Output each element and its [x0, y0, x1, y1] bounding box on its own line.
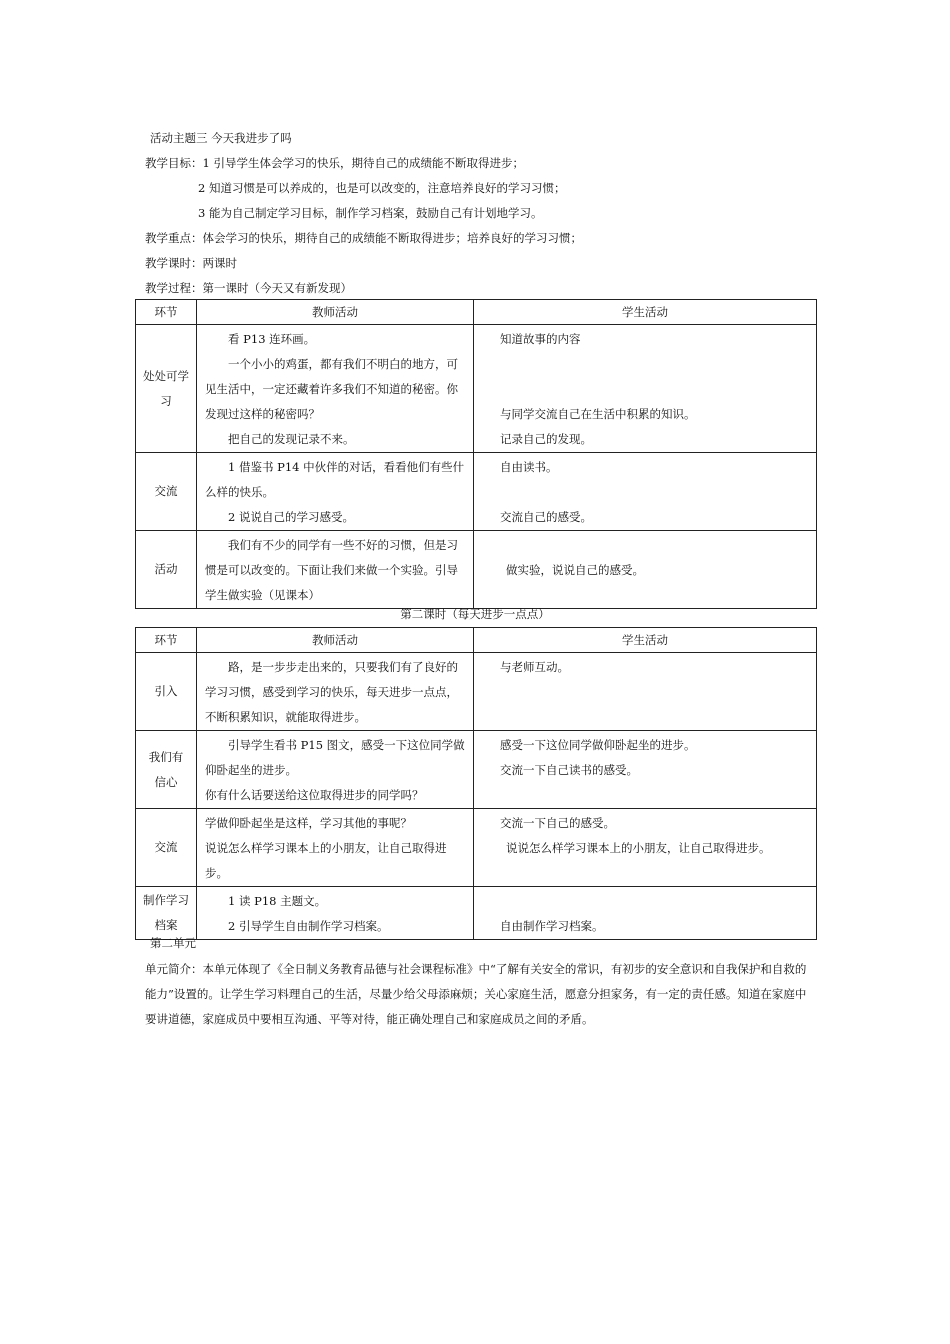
goal-1: 教学目标：1 引导学生体会学习的快乐，期待自己的成绩能不断取得进步； [145, 156, 524, 170]
teacher-cell: 学做仰卧起坐是这样，学习其他的事呢？ 说说怎么样学习课本上的小朋友，让自己取得进步。 [197, 809, 474, 887]
col-stage-header: 环节 [136, 628, 197, 653]
table-row [136, 453, 817, 531]
table-header-row [136, 628, 817, 653]
student-cell: 与老师互动。 [474, 653, 817, 731]
unit2-intro: 单元简介：本单元体现了《全日制义务教育品德与社会课程标准》中“了解有关安全的常识，有初步的安全意识和自我保护和自救的能力”设置的。让学生学习料理自己的生活，尽量少给父母添麻烦；关心家庭生活，愿意分担家务，有一定的责任感。知道在家庭中要讲道德，家庭成员中要相互沟通、平等对待，能正确处理自己和家庭成员之间的矛盾。 [145, 962, 807, 1026]
goal-3: 3 能为自己制定学习目标，制作学习档案，鼓励自己有计划地学习。 [198, 206, 543, 220]
teacher-cell: 路，是一步步走出来的，只要我们有了良好的学习习惯，感受到学习的快乐，每天进步一点点，不断积累知识，就能取得进步。 [197, 653, 474, 731]
student-cell: 知道故事的内容 与同学交流自己在生活中积累的知识。 记录自己的发现。 [474, 325, 817, 453]
col-teacher-header: 教师活动 [197, 628, 474, 653]
key-points: 教学重点：体会学习的快乐，期待自己的成绩能不断取得进步；培养良好的学习习惯； [145, 231, 582, 245]
lesson2-table [135, 627, 817, 940]
teacher-cell: 看 P13 连环画。 一个小小的鸡蛋，都有我们不明白的地方，可见生活中，一定还藏着许多我们不知道的秘密。你发现过这样的秘密吗？ 把自己的发现记录不来。 [197, 325, 474, 453]
activity-title: 活动主题三 今天我进步了吗 [150, 131, 292, 145]
student-cell: 交流一下自己的感受。 说说怎么样学习课本上的小朋友，让自己取得进步。 [474, 809, 817, 887]
unit2-title: 第二单元 [150, 936, 196, 950]
teacher-cell: 我们有不少的同学有一些不好的习惯，但是习惯是可以改变的。下面让我们来做一个实验。引导学生做实验（见课本） [197, 531, 474, 609]
teaching-process: 教学过程：第一课时（今天又有新发现） [145, 281, 352, 295]
table-row [136, 653, 817, 731]
col-student-header: 学生活动 [474, 300, 817, 325]
teacher-cell: 1 借鉴书 P14 中伙伴的对话，看看他们有些什么样的快乐。 2 说说自己的学习感受。 [197, 453, 474, 531]
student-cell: 感受一下这位同学做仰卧起坐的进步。 交流一下自己读书的感受。 [474, 731, 817, 809]
table-row [136, 731, 817, 809]
lesson2-title: 第二课时（每天进步一点点） [400, 607, 550, 621]
teaching-hours: 教学课时：两课时 [145, 256, 237, 270]
teacher-cell: 引导学生看书 P15 图文，感受一下这位同学做仰卧起坐的进步。 你有什么话要送给这位取得进步的同学吗？ [197, 731, 474, 809]
goal-2: 2 知道习惯是可以养成的，也是可以改变的，注意培养良好的学习习惯； [198, 181, 566, 195]
table-row [136, 809, 817, 887]
stage-cell: 处处可学习 [136, 325, 197, 453]
stage-cell: 我们有信心 [136, 731, 197, 809]
lesson1-table [135, 299, 817, 609]
table-row [136, 887, 817, 940]
teacher-cell: 1 读 P18 主题文。 2 引导学生自由制作学习档案。 [197, 887, 474, 940]
col-student-header: 学生活动 [474, 628, 817, 653]
student-cell: 做实验，说说自己的感受。 [474, 531, 817, 609]
table-row [136, 531, 817, 609]
student-cell: 自由制作学习档案。 [474, 887, 817, 940]
col-stage-header: 环节 [136, 300, 197, 325]
table-header-row [136, 300, 817, 325]
stage-cell: 制作学习档案 [136, 887, 197, 940]
stage-cell: 交流 [136, 453, 197, 531]
stage-cell: 活动 [136, 531, 197, 609]
stage-cell: 交流 [136, 809, 197, 887]
table-row [136, 325, 817, 453]
stage-cell: 引入 [136, 653, 197, 731]
col-teacher-header: 教师活动 [197, 300, 474, 325]
student-cell: 自由读书。 交流自己的感受。 [474, 453, 817, 531]
